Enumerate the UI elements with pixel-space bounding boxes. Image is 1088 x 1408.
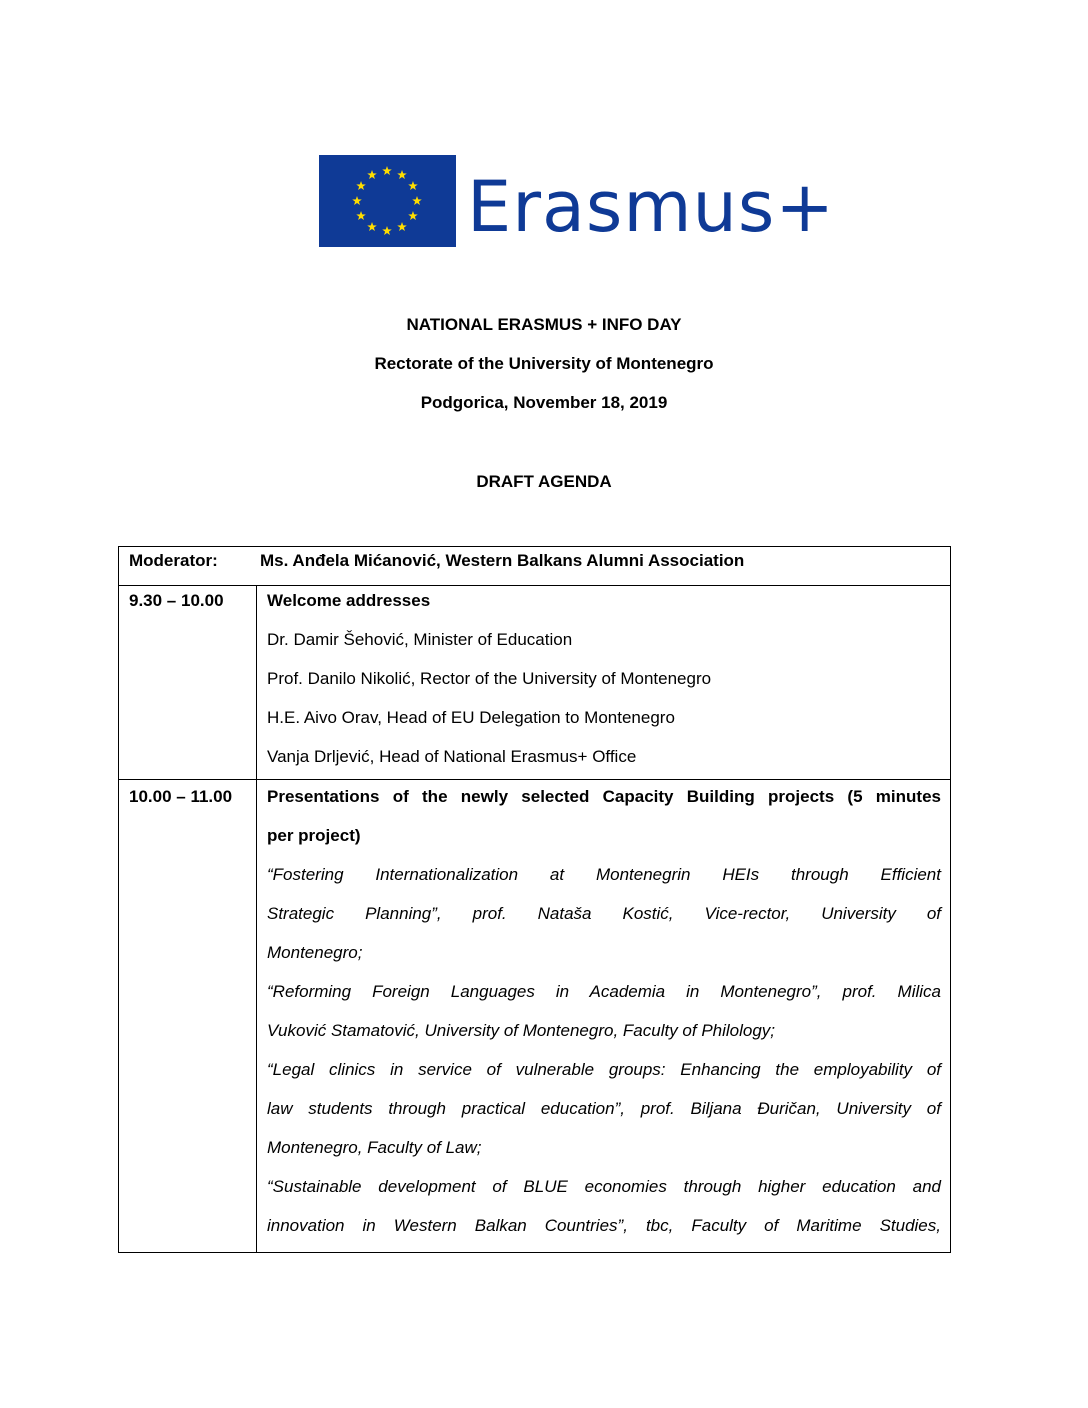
flag-star [412,196,422,205]
speaker-item: Dr. Damir Šehović, Minister of Education [267,630,573,649]
agenda-table [118,546,951,1253]
flag-star [352,196,362,205]
project-line: Strategic Planning”, prof. Nataša Kostić, Vice-rector, University of [267,904,941,923]
session-title: per project) [267,826,361,845]
agenda-subtitle: DRAFT AGENDA [476,472,612,491]
flag-star [356,211,366,220]
row-divider [119,779,950,780]
flag-star [408,211,418,220]
project-line: innovation in Western Balkan Countries”, tbc, Faculty of Maritime Studies, [267,1216,941,1235]
speaker-item: H.E. Aivo Orav, Head of EU Delegation to Montenegro [267,708,675,727]
event-date: Podgorica, November 18, 2019 [420,393,668,412]
flag-star [367,222,377,231]
session-time: 10.00 – 11.00 [129,787,233,806]
project-line: law students through practical education”, prof. Biljana Đuričan, University of [267,1099,941,1118]
project-line: Montenegro; [267,943,363,962]
column-divider [256,585,257,1253]
project-line: “Reforming Foreign Languages in Academia in Montenegro”, prof. Milica [267,982,941,1001]
event-title: NATIONAL ERASMUS + INFO DAY [406,315,682,334]
moderator-name: Ms. Anđela Mićanović, Western Balkans Alumni Association [260,551,745,570]
project-line: “Sustainable development of BLUE economies through higher education and [267,1177,941,1196]
flag-star [367,170,377,179]
speaker-item: Prof. Danilo Nikolić, Rector of the University of Montenegro [267,669,712,688]
eu-flag-icon [319,155,456,247]
event-venue: Rectorate of the University of Montenegro [374,354,714,373]
moderator-label: Moderator: [129,551,218,570]
flag-star [397,170,407,179]
session-time: 9.30 – 10.00 [129,591,224,610]
speaker-item: Vanja Drljević, Head of National Erasmus+ Office [267,747,637,766]
project-line: “Legal clinics in service of vulnerable groups: Enhancing the employability of [267,1060,941,1079]
session-title: Welcome addresses [267,591,431,610]
row-divider [119,585,950,586]
logo-text: Erasmus+ [467,166,836,248]
flag-star [356,181,366,190]
project-line: “Fostering Internationalization at Montenegrin HEIs through Efficient [267,865,941,884]
flag-star [382,166,392,175]
erasmus-plus-logo [319,155,836,248]
project-line: Vuković Stamatović, University of Montenegro, Faculty of Philology; [267,1021,776,1040]
flag-star [408,181,418,190]
project-line: Montenegro, Faculty of Law; [267,1138,482,1157]
session-title: Presentations of the newly selected Capacity Building projects (5 minutes [267,787,941,806]
flag-star [397,222,407,231]
flag-star [382,226,392,235]
